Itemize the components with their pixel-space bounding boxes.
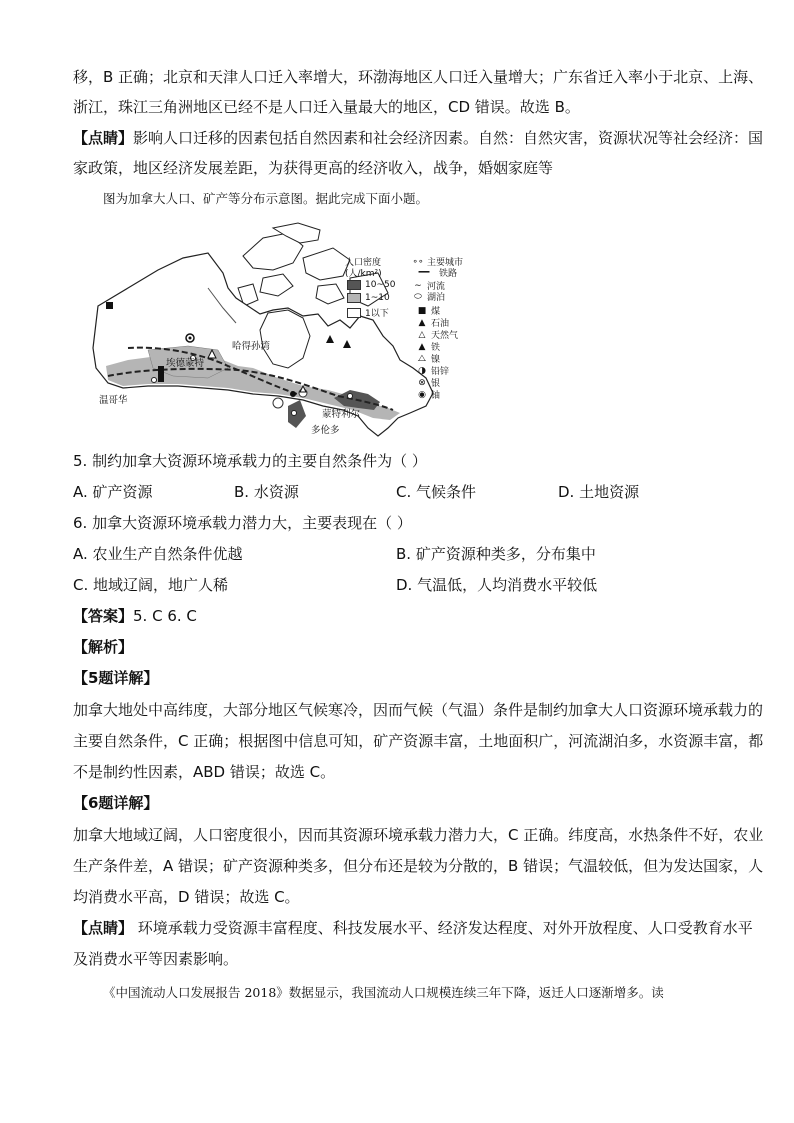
silver-icon: ⊗ xyxy=(418,377,426,388)
label-edmonton: 埃德蒙特 xyxy=(166,358,205,369)
lake-icon: ⬭ xyxy=(414,291,422,302)
analysis-label: 【解析】 xyxy=(73,638,134,656)
answer-text: 5. C 6. C xyxy=(133,607,197,625)
city-icon: ∘∘ xyxy=(412,256,424,267)
text-line: 及消费水平等因素影响。 xyxy=(73,950,239,968)
legend-railway: ━━ 铁路 xyxy=(413,266,457,279)
legend-nickel: ⧍ 镍 xyxy=(417,353,441,365)
text-line: 加拿大地处中高纬度，大部分地区气候寒冷，因而气候（气温）条件是制约加拿大人口资源环境承载力的 xyxy=(73,701,764,719)
text-line: 家政策，地区经济发展差距，为获得更高的经济收入，战争，婚姻家庭等 xyxy=(73,159,554,177)
iron-icon: ▲ xyxy=(418,341,426,352)
legend-silver: ⊗ 银 xyxy=(418,377,441,389)
next-question-intro: 《中国流动人口发展报告 2018》数据显示，我国流动人口规模连续三年下降，返迁人口逐渐增多。读 xyxy=(103,985,664,1000)
text-line: 移，B 正确；北京和天津人口迁入率增大，环渤海地区人口迁入量增大；广东省迁入率小于北京、上海、 xyxy=(73,68,764,86)
text-line: 主要自然条件，C 正确；根据图中信息可知，矿产资源丰富，土地面积广，河流湖泊多，水资源丰富，都 xyxy=(73,732,764,750)
leadzinc-icon: ◑ xyxy=(418,365,426,376)
legend-leadzinc: ◑ 铅锌 xyxy=(418,365,450,377)
label-toronto: 多伦多 xyxy=(311,425,340,436)
dianjing2-text: 环境承载力受资源丰富程度、科技发展水平、经济发达程度、对外开放程度、人口受教育水平 xyxy=(133,919,753,937)
q6-option-b: B. 矿产资源种类多，分布集中 xyxy=(396,545,596,563)
legend-medium: 1~10 xyxy=(347,293,390,303)
text-line: 均消费水平高，D 错误；故选 C。 xyxy=(73,888,300,906)
label-vancouver: 温哥华 xyxy=(99,395,128,406)
text-line: 生产条件差，A 错误；矿产资源种类多，但分布还是较为分散的，B 错误；气温较低，但为发达国家，人 xyxy=(73,857,764,875)
legend-density-title: 人口密度 xyxy=(345,258,382,268)
legend-iron: ▲ 铁 xyxy=(418,341,441,353)
answer-line xyxy=(73,606,197,626)
river-icon: ∼ xyxy=(414,280,422,291)
answer-label: 【答案】 xyxy=(73,607,134,625)
q6-stem: 6. 加拿大资源环境承载力潜力大，主要表现在（ ） xyxy=(73,514,412,532)
legend-oil: ▲ 石油 xyxy=(418,317,450,329)
text-line xyxy=(73,918,753,938)
legend-gas: △ 天然气 xyxy=(418,329,459,341)
dianjing2-label: 【点睛】 xyxy=(73,919,134,937)
nickel-icon: ⧍ xyxy=(417,353,427,364)
text-line xyxy=(73,128,763,148)
legend-lake: ⬭ 湖泊 xyxy=(414,291,446,303)
q5-option-a: A. 矿产资源 xyxy=(73,483,153,501)
legend-density-unit: (人/km²) xyxy=(345,269,382,279)
legend-uranium: ◉ 铀 xyxy=(418,389,441,401)
oil-icon: ▲ xyxy=(418,317,426,328)
q6-option-c: C. 地域辽阔，地广人稀 xyxy=(73,576,229,594)
q5-option-b: B. 水资源 xyxy=(234,483,299,501)
text-line: 加拿大地域辽阔，人口密度很小，因而其资源环境承载力潜力大，C 正确。纬度高，水热条件不好，农业 xyxy=(73,826,764,844)
q5-option-d: D. 土地资源 xyxy=(558,483,640,501)
text-line: 不是制约性因素，ABD 错误；故选 C。 xyxy=(73,763,336,781)
coal-icon: ■ xyxy=(417,305,427,316)
map-legend xyxy=(345,255,480,445)
q5-detail-label: 【5题详解】 xyxy=(73,669,159,687)
q6-detail-label: 【6题详解】 xyxy=(73,794,159,812)
q6-option-a: A. 农业生产自然条件优越 xyxy=(73,545,243,563)
q5-stem: 5. 制约加拿大资源环境承载力的主要自然条件为（ ） xyxy=(73,452,427,470)
legend-sparse: 1以下 xyxy=(347,306,389,319)
medium-swatch xyxy=(347,293,361,303)
legend-city: ∘∘ 主要城市 xyxy=(412,256,464,268)
railway-icon: ━━ xyxy=(418,267,430,278)
label-montreal: 蒙特利尔 xyxy=(322,409,361,420)
q5-option-c: C. 气候条件 xyxy=(396,483,477,501)
text-line: 浙江，珠江三角洲地区已经不是人口迁入量最大的地区，CD 错误。故选 B。 xyxy=(73,98,580,116)
sparse-swatch xyxy=(347,308,361,318)
legend-dense: 10~50 xyxy=(347,280,395,290)
map-intro: 图为加拿大人口、矿产等分布示意图。据此完成下面小题。 xyxy=(103,191,429,206)
dianjing-label: 【点睛】 xyxy=(73,129,134,147)
dense-swatch xyxy=(347,280,361,290)
legend-river: ∼ 河流 xyxy=(414,280,446,292)
q6-option-d: D. 气温低，人均消费水平较低 xyxy=(396,576,598,594)
dianjing-text: 影响人口迁移的因素包括自然因素和社会经济因素。自然：自然灾害，资源状况等社会经济：国 xyxy=(133,129,764,147)
uranium-icon: ◉ xyxy=(418,389,426,400)
legend-coal: ■ 煤 xyxy=(417,305,441,317)
gas-icon: △ xyxy=(418,329,426,340)
label-hudson-bay: 哈得孙湾 xyxy=(232,341,271,352)
